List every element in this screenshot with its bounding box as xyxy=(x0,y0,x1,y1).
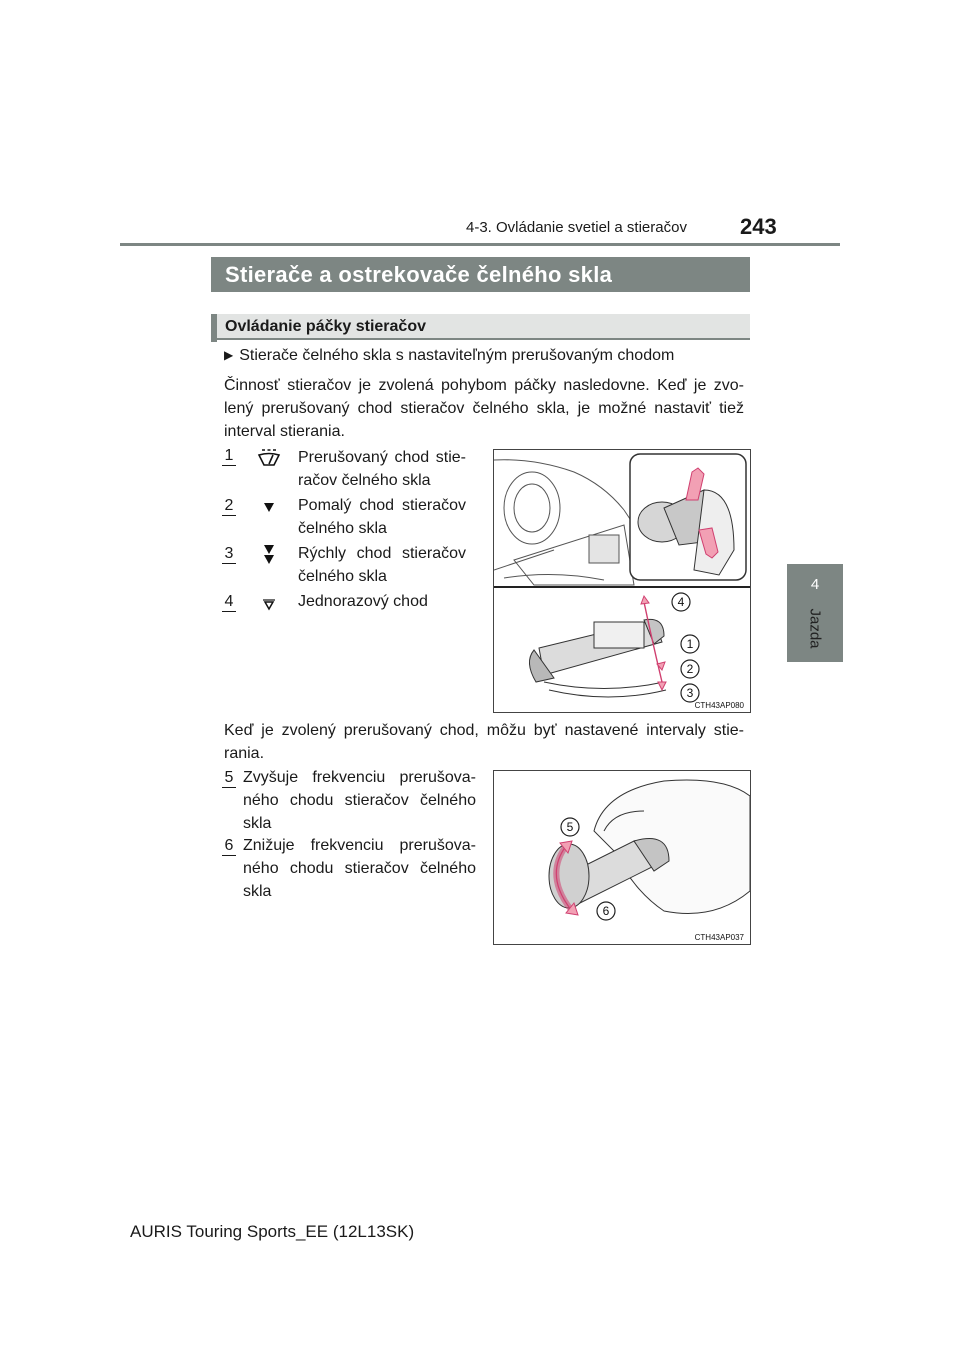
figure2-code: CTH43AP037 xyxy=(694,933,744,942)
wiper-lever-illustration xyxy=(493,449,751,713)
footer-model-code: AURIS Touring Sports_EE (12L13SK) xyxy=(130,1222,415,1241)
figure1-callout: 2 xyxy=(686,662,694,676)
mode-text: Jednorazový chod xyxy=(298,593,428,610)
interval-paragraph: Keď je zvolený prerušovaný chod, môžu byť nastavené intervaly stie-rania. xyxy=(224,722,744,762)
bullet-text: Stierače čelného skla s nastaviteľným prerušovaným chodom xyxy=(239,347,675,364)
wiper-lever-drawing xyxy=(494,450,750,712)
mode-number: 2 xyxy=(222,497,236,516)
interval-number: 5 xyxy=(222,769,236,788)
figure1-callout: 1 xyxy=(686,637,694,651)
interval-number: 6 xyxy=(222,837,236,856)
mode-number: 1 xyxy=(222,447,236,466)
mode-number: 4 xyxy=(222,593,236,612)
single-triangle-icon xyxy=(256,499,282,520)
intro-paragraph: Činnosť stieračov je zvolená pohybom páčky nasledovne. Keď je zvo-lený prerušovaný chod stieračov čelného skla, je možné nastaviť tiež interval stierania. xyxy=(224,377,744,440)
interval-text: Zvyšuje frekvenciu prerušova-ného chodu stieračov čelného skla xyxy=(243,769,476,832)
subsection-title: Ovládanie páčky stieračov xyxy=(211,314,750,340)
header-rule xyxy=(120,243,840,246)
header-section-title: 4-3. Ovládanie svetiel a stieračov xyxy=(466,219,687,236)
figure2-callout: 6 xyxy=(602,904,610,918)
double-triangle-icon xyxy=(256,542,282,573)
wiper-interval-drawing xyxy=(494,771,750,944)
page-number: 243 xyxy=(740,214,777,239)
figure2-callout: 5 xyxy=(566,820,574,834)
mode-number: 3 xyxy=(222,545,236,564)
interval-text: Znižuje frekvenciu prerušova-ného chodu stieračov čelného skla xyxy=(243,837,476,900)
subsection-accent-bar xyxy=(211,314,217,342)
intermittent-wiper-icon xyxy=(256,448,282,473)
chapter-tab-label: Jazda xyxy=(806,608,824,649)
figure1-code: CTH43AP080 xyxy=(694,701,744,710)
mode-text: Prerušovaný chod stie-račov čelného skla xyxy=(298,449,466,489)
wiper-interval-illustration xyxy=(493,770,751,945)
section-title: Stierače a ostrekovače čelného skla xyxy=(211,257,750,292)
mode-text: Rýchly chod stieračov čelného skla xyxy=(298,545,466,585)
figure1-callout: 3 xyxy=(686,686,694,700)
figure1-callout: 4 xyxy=(677,595,685,609)
bullet-triangle-icon: ▶ xyxy=(224,348,234,362)
mode-text: Pomalý chod stieračov čelného skla xyxy=(298,497,466,537)
mist-triangle-icon xyxy=(256,597,282,618)
bullet-heading xyxy=(224,347,674,365)
chapter-tab-number: 4 xyxy=(810,576,820,593)
